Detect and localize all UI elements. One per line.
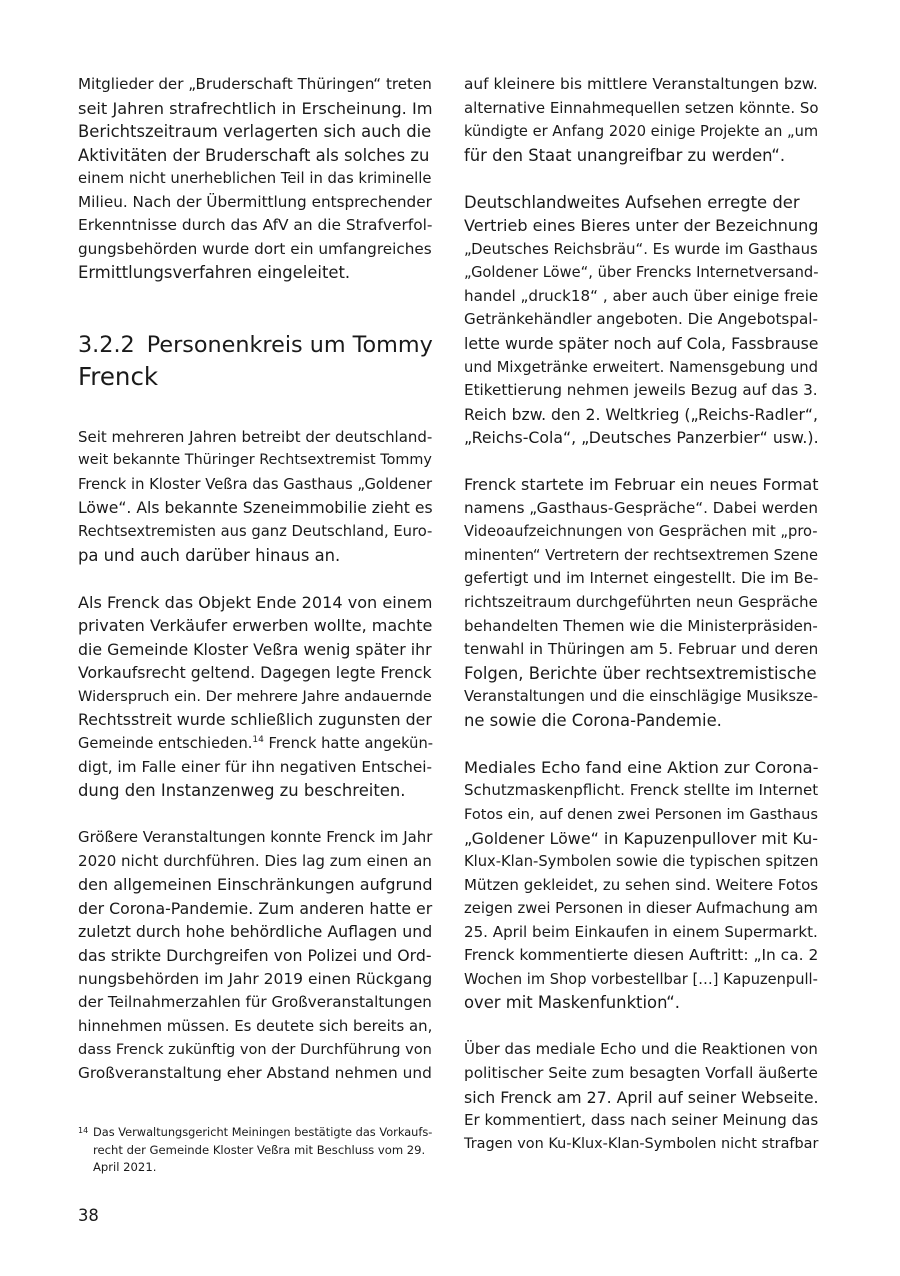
- text-line: nungsbehörden im Jahr 2019 einen Rückgang: [78, 969, 433, 988]
- paragraph: [464, 1038, 820, 1156]
- text-line: Mediales Echo fand eine Aktion zur Corona-: [464, 757, 819, 777]
- footnote-line: April 2021.: [93, 1160, 157, 1174]
- text-line: Rechtsstreit wurde schließlich zugunsten der: [78, 710, 432, 730]
- text-line: dung den Instanzenweg zu beschreiten.: [78, 781, 406, 801]
- paragraph: [78, 826, 434, 1085]
- text-line: „Goldener Löwe“, über Frencks Internetversand-: [464, 264, 819, 282]
- heading-line: [78, 329, 434, 361]
- text-line: zuletzt durch hohe behördliche Auflagen und: [78, 922, 433, 942]
- text-line: Größere Veranstaltungen konnte Frenck im Jahr: [78, 828, 433, 847]
- text-line: Großveranstaltung eher Abstand nehmen und: [78, 1063, 432, 1082]
- footnote-line: recht der Gemeinde Kloster Veßra mit Beschluss vom 29.: [93, 1142, 426, 1157]
- text-line: digt, im Falle einer für ihn negativen Entschei-: [78, 757, 433, 776]
- text-line: Frenck kommentierte diesen Auftritt: „In ca. 2: [464, 946, 819, 965]
- text-line: privaten Verkäufer erwerben wollte, machte: [78, 616, 433, 636]
- text-line: behandelten Themen wie die Ministerpräsiden-: [464, 616, 818, 635]
- text-fragment: Frenck hatte angekün-: [263, 735, 434, 753]
- paragraph: [464, 473, 820, 732]
- text-line: zeigen zwei Personen in dieser Aufmachung am: [464, 900, 818, 918]
- text-line: pa und auch darüber hinaus an.: [78, 545, 341, 565]
- text-line: richtszeitraum durchgeführten neun Gespräche: [464, 593, 818, 612]
- text-line: Löwe“. Als bekannte Szeneimmobilie zieht es: [78, 498, 433, 517]
- text-line: Über das mediale Echo und die Reaktionen von: [464, 1040, 818, 1059]
- text-line: 25. April beim Einkaufen in einem Supermarkt.: [464, 922, 818, 941]
- text-line: minenten“ Vertretern der rechtsextremen Szene: [464, 546, 818, 564]
- text-line: Rechtsextremisten aus ganz Deutschland, Euro-: [78, 523, 433, 541]
- text-line: Mitglieder der „Bruderschaft Thüringen“ treten: [78, 75, 432, 93]
- text-line: Als Frenck das Objekt Ende 2014 von einem: [78, 592, 433, 612]
- text-line: sich Frenck am 27. April auf seiner Webseite.: [464, 1087, 819, 1107]
- text-line: der Corona-Pandemie. Zum anderen hatte er: [78, 898, 433, 918]
- text-line: Seit mehreren Jahren betreibt der deutschland-: [78, 427, 433, 446]
- text-line: die Gemeinde Kloster Veßra wenig später ihr: [78, 639, 432, 659]
- text-line: Reich bzw. den 2. Weltkrieg („Reichs-Radler“,: [464, 404, 818, 424]
- text-line: kündigte er Anfang 2020 einige Projekte an „um: [464, 123, 819, 141]
- text-line: Videoaufzeichnungen von Gesprächen mit „pro-: [464, 523, 818, 541]
- text-line: Aktivitäten der Bruderschaft als solches zu: [78, 145, 430, 165]
- paragraph: [78, 73, 434, 285]
- footnote: [78, 1124, 434, 1177]
- text-line: politischer Seite zum besagten Vorfall äußerte: [464, 1063, 818, 1082]
- text-line: ne sowie die Corona-Pandemie.: [464, 710, 722, 730]
- text-line: Schutzmaskenpflicht. Frenck stellte im Internet: [464, 781, 819, 800]
- text-line: auf kleinere bis mittlere Veranstaltungen bzw.: [464, 75, 818, 93]
- text-line: Widerspruch ein. Der mehrere Jahre andauernde: [78, 687, 432, 705]
- text-line: Erkenntnisse durch das AfV an die Strafverfol-: [78, 216, 433, 235]
- text-fragment: Gemeinde entschieden.: [78, 735, 253, 753]
- text-line: weit bekannte Thüringer Rechtsextremist Tommy: [78, 452, 432, 469]
- text-line: Vertrieb eines Bieres unter der Bezeichnung: [464, 216, 819, 236]
- text-line: gefertigt und im Internet eingestellt. Die im Be-: [464, 569, 819, 588]
- text-line: der Teilnahmerzahlen für Großveranstaltungen: [78, 993, 432, 1012]
- footnote-number: 14: [78, 1126, 89, 1135]
- text-line: Wochen im Shop vorbestellbar […] Kapuzenpull-: [464, 970, 818, 988]
- text-line: einem nicht unerheblichen Teil in das kriminelle: [78, 170, 432, 188]
- text-line: Folgen, Berichte über rechtsextremistische: [464, 663, 817, 683]
- text-line: Getränkehändler angeboten. Die Angebotspal-: [464, 310, 818, 329]
- text-line: seit Jahren strafrechtlich in Erscheinung. Im: [78, 98, 433, 118]
- section-number: 3.2.2: [78, 331, 135, 358]
- text-line: Ermittlungsverfahren eingeleitet.: [78, 263, 351, 283]
- text-line: Tragen von Ku-Klux-Klan-Symbolen nicht strafbar: [464, 1135, 819, 1152]
- text-line: Frenck startete im Februar ein neues Format: [464, 475, 819, 495]
- text-line: Fotos ein, auf denen zwei Personen im Gasthaus: [464, 805, 818, 823]
- section-title-continued: Frenck: [78, 361, 159, 391]
- text-line: handel „druck18“ , aber auch über einige freie: [464, 286, 819, 305]
- section-title: Personenkreis um Tommy: [146, 331, 433, 358]
- text-line: Veranstaltungen und die einschlägige Musiksze-: [464, 688, 819, 706]
- text-line: den allgemeinen Einschränkungen aufgrund: [78, 875, 433, 895]
- text-line: lette wurde später noch auf Cola, Fassbrause: [464, 334, 819, 354]
- text-line: Milieu. Nach der Übermittlung entsprechender: [78, 192, 432, 211]
- text-line: und Mixgetränke erweitert. Namensgebung und: [464, 358, 818, 376]
- text-line: Er kommentiert, dass nach seiner Meinung das: [464, 1111, 819, 1130]
- section-heading: [78, 329, 434, 393]
- text-line: Mützen gekleidet, zu sehen sind. Weitere Fotos: [464, 875, 819, 894]
- text-line: namens „Gasthaus-Gespräche“. Dabei werden: [464, 498, 818, 517]
- footnote-line: Das Verwaltungsgericht Meiningen bestätigte das Vorkaufs-: [93, 1125, 433, 1139]
- text-line: Klux-Klan-Symbolen sowie die typischen spitzen: [464, 853, 819, 871]
- text-line: [78, 732, 434, 756]
- text-line: Frenck in Kloster Veßra das Gasthaus „Goldener: [78, 476, 433, 494]
- text-line: gungsbehörden wurde dort ein umfangreiches: [78, 239, 432, 258]
- text-line: für den Staat unangreifbar zu werden“.: [464, 145, 786, 165]
- right-column: [464, 73, 820, 1156]
- text-line: dass Frenck zukünftig von der Durchführung von: [78, 1041, 432, 1059]
- paragraph: [464, 73, 820, 167]
- text-line: over mit Maskenfunktion“.: [464, 993, 680, 1013]
- text-line: 2020 nicht durchführen. Dies lag zum einen an: [78, 851, 432, 870]
- footnote-marker: 14: [252, 735, 264, 746]
- text-line: Vorkaufsrecht geltend. Dagegen legte Frenck: [78, 663, 432, 683]
- text-line: Etikettierung nehmen jeweils Bezug auf das 3.: [464, 381, 818, 400]
- text-line: Berichtszeitraum verlagerten sich auch die: [78, 122, 432, 142]
- text-line: „Reichs-Cola“, „Deutsches Panzerbier“ usw.).: [464, 428, 819, 448]
- text-line: alternative Einnahmequellen setzen könnte. So: [464, 98, 819, 117]
- text-line: Deutschlandweites Aufsehen erregte der: [464, 192, 800, 212]
- text-line: „Goldener Löwe“ in Kapuzenpullover mit Ku-: [464, 828, 818, 848]
- text-line: das strikte Durchgreifen von Polizei und Ord-: [78, 945, 432, 965]
- paragraph: [464, 756, 820, 1015]
- paragraph: [464, 191, 820, 450]
- paragraph: [78, 426, 434, 567]
- text-line: tenwahl in Thüringen am 5. Februar und deren: [464, 640, 819, 659]
- page-number: 38: [78, 1206, 99, 1225]
- paragraph: [78, 591, 434, 803]
- text-line: hinnehmen müssen. Es deutete sich bereits an,: [78, 1016, 433, 1035]
- text-line: „Deutsches Reichsbräu“. Es wurde im Gasthaus: [464, 240, 818, 258]
- left-column: [78, 73, 434, 1085]
